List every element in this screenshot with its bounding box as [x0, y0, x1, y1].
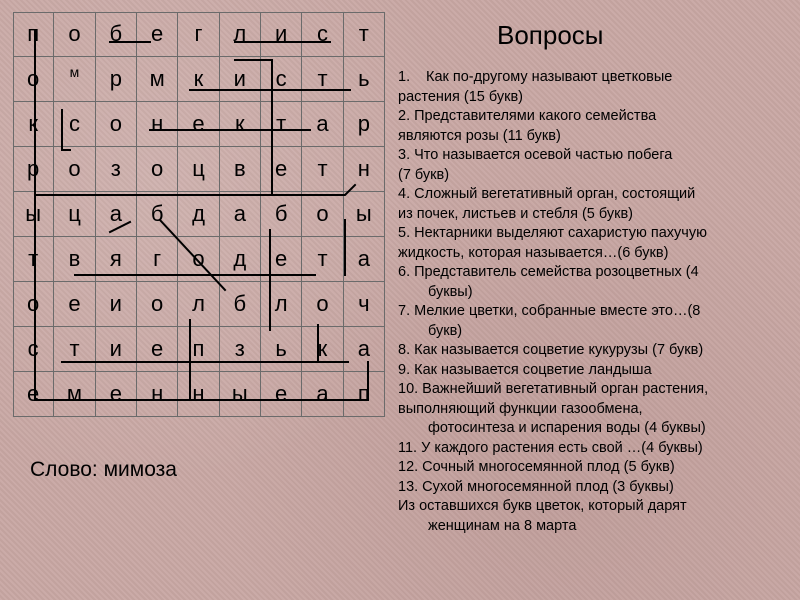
grid-cell: ц [54, 192, 95, 237]
grid-cell: о [54, 147, 95, 192]
grid-cell: б [137, 192, 178, 237]
grid-cell: н [178, 372, 219, 417]
question-line: женщинам на 8 марта [428, 517, 577, 534]
grid-cell: с [13, 327, 54, 372]
question-line: букв) [428, 322, 463, 339]
grid-cell: с [54, 102, 95, 147]
grid-cell: ч [344, 282, 385, 327]
grid-cell: а [96, 192, 137, 237]
grid-cell: т [13, 237, 54, 282]
grid-cell: е [54, 282, 95, 327]
grid-cell: о [13, 57, 54, 102]
grid-cell: б [261, 192, 302, 237]
grid-cell: и [220, 57, 261, 102]
grid-cell: н [344, 147, 385, 192]
grid-cell: т [302, 237, 343, 282]
grid-cell: и [96, 327, 137, 372]
grid-cell: ы [344, 192, 385, 237]
grid-cell: л [220, 12, 261, 57]
grid-cell: е [261, 372, 302, 417]
grid-cell: к [178, 57, 219, 102]
question-line: Из оставшихся букв цветок, который дарят [398, 498, 687, 514]
grid-cell: с [302, 12, 343, 57]
grid-cell: а [344, 327, 385, 372]
questions-title: Вопросы [497, 20, 604, 50]
grid-cell: о [178, 237, 219, 282]
question-text: Как по-другому называют цветковые [426, 69, 673, 85]
grid-cell: е [13, 372, 54, 417]
grid-cell: к [13, 102, 54, 147]
grid-cell: а [344, 237, 385, 282]
grid-cell: р [344, 102, 385, 147]
question-line: 12. Сочный многосемянной плод (5 букв) [398, 459, 675, 475]
grid-cell: м [54, 57, 95, 102]
question-line: жидкость, которая называется…(6 букв) [398, 244, 669, 261]
grid-cell: м [137, 57, 178, 102]
grid-cell: и [261, 12, 302, 57]
grid-cell: е [261, 147, 302, 192]
question-line: 8. Как называется соцветие кукурузы (7 букв) [398, 342, 704, 358]
word-grid [13, 12, 385, 417]
grid-cell: д [220, 237, 261, 282]
grid-cell: т [302, 57, 343, 102]
questions-list [398, 68, 794, 536]
grid-cell: о [137, 147, 178, 192]
grid-cell: е [137, 327, 178, 372]
grid-cell: г [178, 12, 219, 57]
grid-cell: е [96, 372, 137, 417]
grid-cell: б [220, 282, 261, 327]
question-line: буквы) [428, 283, 473, 300]
grid-cell: ы [13, 192, 54, 237]
grid-cell: е [261, 237, 302, 282]
grid-cell: ь [261, 327, 302, 372]
grid-cell: л [178, 282, 219, 327]
question-line: 10. Важнейший вегетативный орган растения, [398, 381, 709, 397]
grid-cell: о [54, 12, 95, 57]
grid-cell: в [54, 237, 95, 282]
grid-cell: п [344, 372, 385, 417]
grid-cell: о [13, 282, 54, 327]
question-line: растения (15 букв) [398, 88, 524, 105]
grid-cell: е [178, 102, 219, 147]
question-number: 1. [398, 69, 411, 85]
grid-cell: н [137, 102, 178, 147]
question-line: из почек, листьев и стебля (5 букв) [398, 205, 633, 222]
grid-cell: п [178, 327, 219, 372]
grid-cell: а [302, 102, 343, 147]
grid-cell: о [302, 282, 343, 327]
grid-cell: а [220, 192, 261, 237]
grid-cell: т [344, 12, 385, 57]
question-line: являются розы (11 букв) [398, 127, 561, 144]
grid-cell: а [302, 372, 343, 417]
grid-cell: т [302, 147, 343, 192]
grid-cell: я [96, 237, 137, 282]
grid-cell: т [54, 327, 95, 372]
grid-cell: м [54, 372, 95, 417]
grid-cell: в [220, 147, 261, 192]
question-line: 7. Мелкие цветки, собранные вместе это…(8 [398, 303, 701, 319]
grid-cell: б [96, 12, 137, 57]
question-line: 13. Сухой многосемянной плод (3 буквы) [398, 478, 674, 495]
question-line: 2. Представителями какого семейства [398, 108, 657, 124]
question-line: 6. Представитель семейства розоцветных (4 [398, 264, 699, 280]
question-line: 5. Нектарники выделяют сахаристую пахучую [398, 225, 707, 241]
grid-cell: н [137, 372, 178, 417]
grid-cell: о [302, 192, 343, 237]
grid-cell: г [137, 237, 178, 282]
grid-cell: п [13, 12, 54, 57]
question-line: фотосинтеза и испарения воды (4 буквы) [428, 420, 706, 436]
question-line: (7 букв) [398, 166, 450, 183]
grid-cell: ы [220, 372, 261, 417]
grid-cell: з [96, 147, 137, 192]
question-line: 11. У каждого растения есть свой …(4 буквы) [398, 439, 703, 456]
grid-cell: и [96, 282, 137, 327]
grid-cell: ь [344, 57, 385, 102]
question-line: 9. Как называется соцветие ландыша [398, 361, 652, 378]
grid-cell: ц [178, 147, 219, 192]
grid-cell: л [261, 282, 302, 327]
grid-cell: д [178, 192, 219, 237]
grid-cell: т [261, 102, 302, 147]
answer-word: Слово: мимоза [30, 458, 177, 481]
grid-cell: р [96, 57, 137, 102]
grid-cell: о [96, 102, 137, 147]
grid-cell: о [137, 282, 178, 327]
grid-cell: с [261, 57, 302, 102]
grid-cell: з [220, 327, 261, 372]
question-line: 3. Что называется осевой частью побега [398, 147, 673, 163]
grid-cell: к [220, 102, 261, 147]
question-line [398, 68, 794, 88]
question-line: выполняющий функции газообмена, [398, 400, 643, 417]
grid-cell: к [302, 327, 343, 372]
grid-cell: е [137, 12, 178, 57]
question-line: 4. Сложный вегетативный орган, состоящий [398, 186, 696, 202]
grid-cell: р [13, 147, 54, 192]
